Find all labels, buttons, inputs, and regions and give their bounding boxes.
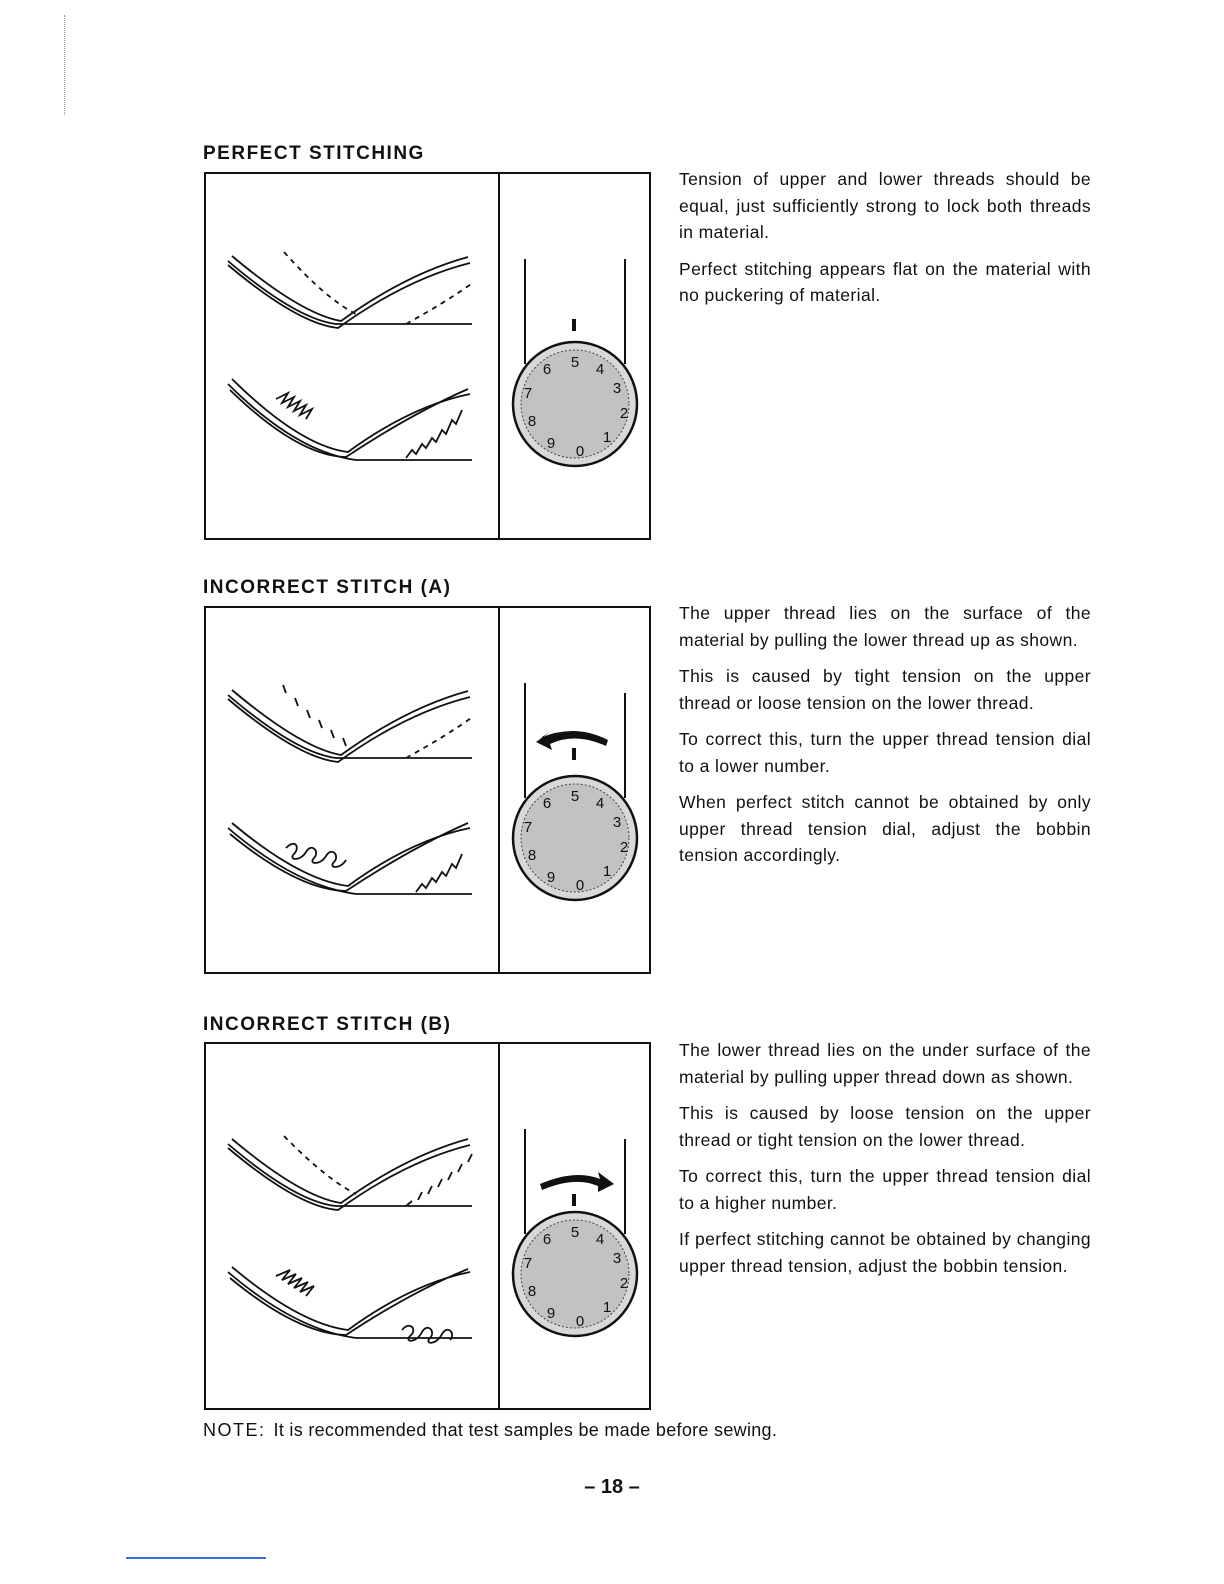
dial-number-1: 1 — [602, 429, 612, 446]
tension-dial-b — [500, 1044, 649, 1408]
dial-number-6: 6 — [542, 1231, 552, 1248]
paragraph: Perfect stitching appears flat on the material with no puckering of material. — [679, 258, 1091, 305]
paragraph: To correct this, turn the upper thread tension dial to a higher number. — [679, 1166, 1091, 1213]
dial-number-3: 3 — [612, 814, 622, 831]
paragraph: The lower thread lies on the under surface of the material by pulling upper thread down as shown. — [679, 1040, 1091, 1087]
dial-number-2: 2 — [619, 1275, 629, 1292]
dial-number-4: 4 — [595, 795, 605, 812]
dial-number-3: 3 — [612, 1250, 622, 1267]
note-label: NOTE: — [203, 1420, 266, 1440]
dial-number-8: 8 — [527, 847, 537, 864]
blue-underline-mark — [126, 1557, 266, 1559]
dial-number-9: 9 — [546, 869, 556, 886]
paragraph: This is caused by tight tension on the upper thread or loose tension on the lower thread. — [679, 666, 1091, 713]
dial-number-0: 0 — [575, 443, 585, 460]
paragraph: This is caused by loose tension on the upper thread or tight tension on the lower thread. — [679, 1103, 1091, 1150]
figure-perfect-stitching — [204, 172, 651, 540]
paragraph: If perfect stitching cannot be obtained by changing upper thread tension, adjust the bobbin tension. — [679, 1229, 1091, 1276]
dial-number-5: 5 — [570, 354, 580, 371]
dial-number-7: 7 — [523, 1255, 533, 1272]
paragraph: The upper thread lies on the surface of the material by pulling the lower thread up as shown. — [679, 603, 1091, 650]
stitch-diagram-a — [206, 608, 498, 972]
dial-number-1: 1 — [602, 1299, 612, 1316]
dial-number-7: 7 — [523, 385, 533, 402]
dial-number-0: 0 — [575, 1313, 585, 1330]
section-heading-incorrect-b: INCORRECT STITCH (B) — [203, 1014, 452, 1035]
dial-number-8: 8 — [527, 1283, 537, 1300]
dial-number-2: 2 — [619, 839, 629, 856]
dial-number-7: 7 — [523, 819, 533, 836]
dial-number-5: 5 — [570, 1224, 580, 1241]
figure-incorrect-stitch-b — [204, 1042, 651, 1410]
note — [203, 1420, 777, 1441]
dial-number-4: 4 — [595, 361, 605, 378]
page-number: – 18 – — [584, 1476, 640, 1498]
dial-number-6: 6 — [542, 795, 552, 812]
dial-number-6: 6 — [542, 361, 552, 378]
section-heading-incorrect-a: INCORRECT STITCH (A) — [203, 577, 452, 598]
paragraph: Tension of upper and lower threads should be equal, just sufficiently strong to lock both threads in material. — [679, 169, 1091, 242]
arrow-left-icon — [536, 731, 608, 750]
tension-dial-a — [500, 608, 649, 972]
margin-scan-marks — [64, 15, 68, 115]
note-text: It is recommended that test samples be made before sewing. — [273, 1420, 778, 1440]
dial-number-1: 1 — [602, 863, 612, 880]
dial-number-9: 9 — [546, 1305, 556, 1322]
tension-dial-perfect — [500, 174, 649, 538]
dial-number-9: 9 — [546, 435, 556, 452]
dial-number-8: 8 — [527, 413, 537, 430]
dial-number-3: 3 — [612, 380, 622, 397]
dial-number-4: 4 — [595, 1231, 605, 1248]
description-perfect — [679, 166, 1091, 319]
description-incorrect-b — [679, 1037, 1091, 1289]
arrow-right-icon — [540, 1172, 614, 1192]
stitch-diagram-perfect — [206, 174, 498, 538]
paragraph: When perfect stitch cannot be obtained by only upper thread tension dial, adjust the bobbin tension accordingly. — [679, 792, 1091, 865]
stitch-diagram-b — [206, 1044, 498, 1408]
figure-incorrect-stitch-a — [204, 606, 651, 974]
description-incorrect-a — [679, 600, 1091, 879]
dial-number-5: 5 — [570, 788, 580, 805]
section-heading-perfect: PERFECT STITCHING — [203, 143, 425, 164]
paragraph: To correct this, turn the upper thread tension dial to a lower number. — [679, 729, 1091, 776]
dial-number-0: 0 — [575, 877, 585, 894]
dial-number-2: 2 — [619, 405, 629, 422]
